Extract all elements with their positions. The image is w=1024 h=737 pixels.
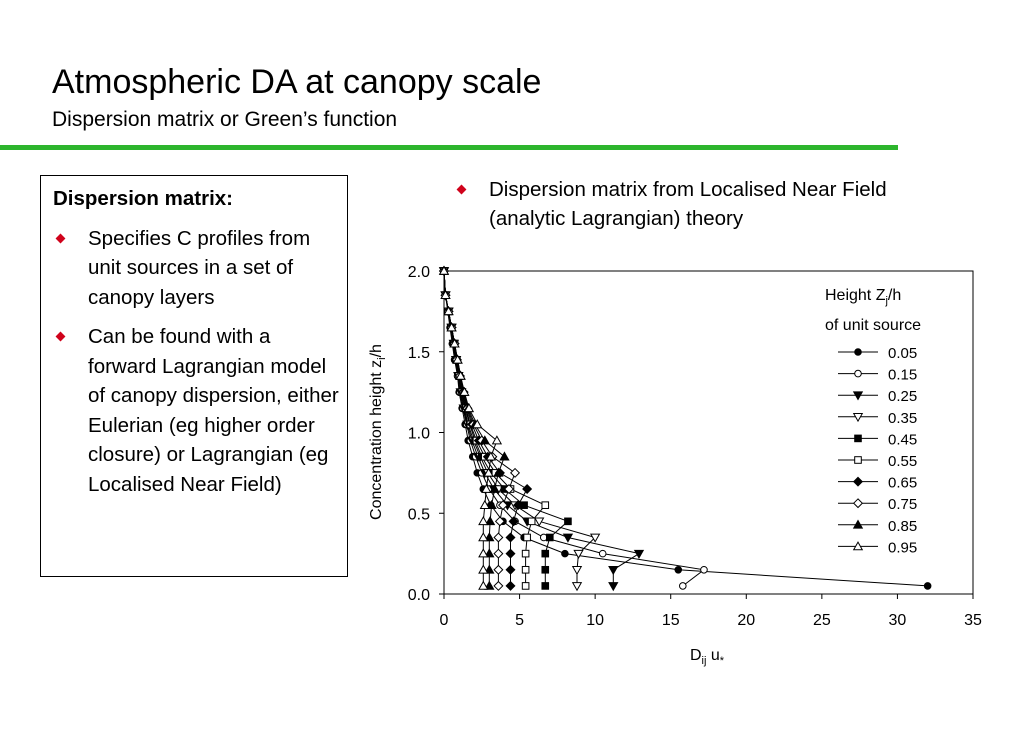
legend-label: 0.05 — [888, 345, 918, 362]
filled-circle-marker — [562, 550, 569, 557]
legend-label: 0.55 — [888, 453, 918, 470]
series-0.45 — [441, 268, 572, 590]
slide-subtitle: Dispersion matrix or Green’s function — [52, 108, 398, 131]
legend-title-sub: j — [885, 295, 888, 307]
legend-label: 0.75 — [888, 496, 918, 514]
open-diamond-marker — [854, 499, 863, 508]
x-tick-label: 35 — [964, 612, 982, 629]
series-0.65 — [440, 267, 532, 591]
y-tick-label: 0.0 — [407, 587, 430, 604]
x-tick-label: 30 — [888, 612, 907, 629]
x-axis-label-sub2: * — [719, 655, 725, 667]
x-tick-label: 10 — [586, 612, 605, 629]
filled-diamond-marker — [506, 549, 515, 558]
filled-square-marker — [547, 534, 554, 541]
legend-label: 0.65 — [888, 474, 918, 492]
filled-diamond-marker — [506, 565, 515, 574]
legend-title-tail: /h — [887, 287, 902, 304]
open-triangle-up-marker — [479, 582, 488, 590]
open-triangle-down-marker — [573, 566, 582, 574]
open-triangle-up-marker — [479, 517, 488, 525]
open-circle-marker — [701, 566, 708, 573]
chart-bullet-text: Dispersion matrix from Localised Near Field (analytic Lagrangian) theory — [489, 178, 887, 230]
open-triangle-down-marker — [573, 583, 582, 591]
x-tick-label: 5 — [515, 612, 525, 629]
y-tick-label: 1.5 — [407, 344, 430, 362]
filled-diamond-marker — [506, 582, 515, 591]
open-circle-marker — [680, 583, 687, 590]
bullet-text: Specifies C profiles from unit sources in a set of canopy layers — [88, 226, 311, 309]
series-line — [444, 271, 515, 586]
y-axis-label-main: Concentration height z — [368, 359, 385, 520]
slide-title: Atmospheric DA at canopy scale — [52, 63, 542, 101]
x-tick-label: 20 — [737, 612, 756, 629]
x-tick-label: 25 — [812, 612, 831, 629]
legend-label: 0.45 — [888, 431, 918, 449]
bullet-text: Can be found with a forward Lagrangian model of canopy dispersion, either Eulerian (eg higher order closure) or Lagrangian (eg Localised Near Field) — [88, 325, 339, 496]
legend-label: 0.35 — [888, 409, 918, 427]
x-tick-label: 0 — [439, 612, 449, 629]
open-diamond-marker — [511, 469, 520, 478]
open-diamond-marker — [494, 582, 503, 591]
open-triangle-up-marker — [493, 436, 502, 444]
open-triangle-up-marker — [479, 549, 488, 557]
open-square-marker — [855, 457, 862, 464]
filled-diamond-marker — [523, 485, 532, 494]
filled-triangle-down-marker — [609, 583, 618, 591]
x-axis-label-main: D — [689, 647, 702, 664]
y-axis-label-sub: i — [376, 357, 388, 360]
filled-square-marker — [565, 518, 572, 525]
y-tick-label: 1.0 — [407, 425, 430, 443]
legend-title-line1 — [825, 287, 901, 307]
open-square-marker — [522, 583, 529, 590]
legend-label: 0.85 — [888, 517, 918, 535]
open-diamond-marker — [494, 533, 503, 542]
filled-diamond-marker — [506, 533, 515, 542]
x-tick-label: 15 — [661, 612, 680, 629]
y-tick-label: 2.0 — [407, 264, 430, 281]
series-0.35 — [440, 268, 600, 591]
series-0.25 — [440, 268, 644, 591]
x-axis-label-sub: ij — [701, 655, 707, 667]
filled-circle-marker — [924, 583, 931, 590]
series-0.75 — [440, 267, 520, 591]
open-square-marker — [528, 518, 535, 525]
y-tick-label: 0.5 — [407, 506, 430, 524]
legend-label: 0.15 — [888, 366, 918, 384]
open-square-marker — [522, 566, 529, 573]
filled-square-marker — [855, 435, 862, 442]
filled-square-marker — [542, 583, 549, 590]
open-triangle-up-marker — [479, 533, 488, 541]
legend-title-line2: of unit source — [825, 317, 922, 334]
open-triangle-down-marker — [574, 550, 583, 558]
filled-square-marker — [542, 566, 549, 573]
open-diamond-marker — [494, 549, 503, 558]
filled-square-marker — [542, 550, 549, 557]
open-circle-marker — [599, 550, 606, 557]
x-axis-label-mid: u — [706, 647, 720, 664]
series-0.05 — [441, 268, 931, 590]
open-circle-marker — [855, 370, 862, 377]
open-diamond-marker — [494, 565, 503, 574]
legend-label: 0.95 — [888, 539, 918, 557]
filled-circle-marker — [855, 349, 862, 356]
open-triangle-up-marker — [479, 565, 488, 573]
box-heading: Dispersion matrix: — [53, 187, 233, 210]
filled-triangle-down-marker — [635, 550, 644, 558]
legend-title-main: Height Z — [825, 287, 886, 304]
filled-circle-marker — [675, 566, 682, 573]
filled-triangle-down-marker — [609, 566, 618, 574]
x-axis-label — [690, 647, 725, 667]
filled-diamond-marker — [854, 477, 863, 486]
open-square-marker — [524, 534, 531, 541]
legend-label: 0.25 — [888, 388, 918, 406]
open-square-marker — [542, 502, 549, 509]
y-axis-label — [368, 344, 388, 520]
open-square-marker — [522, 550, 529, 557]
y-axis-label-tail: /h — [368, 344, 385, 358]
